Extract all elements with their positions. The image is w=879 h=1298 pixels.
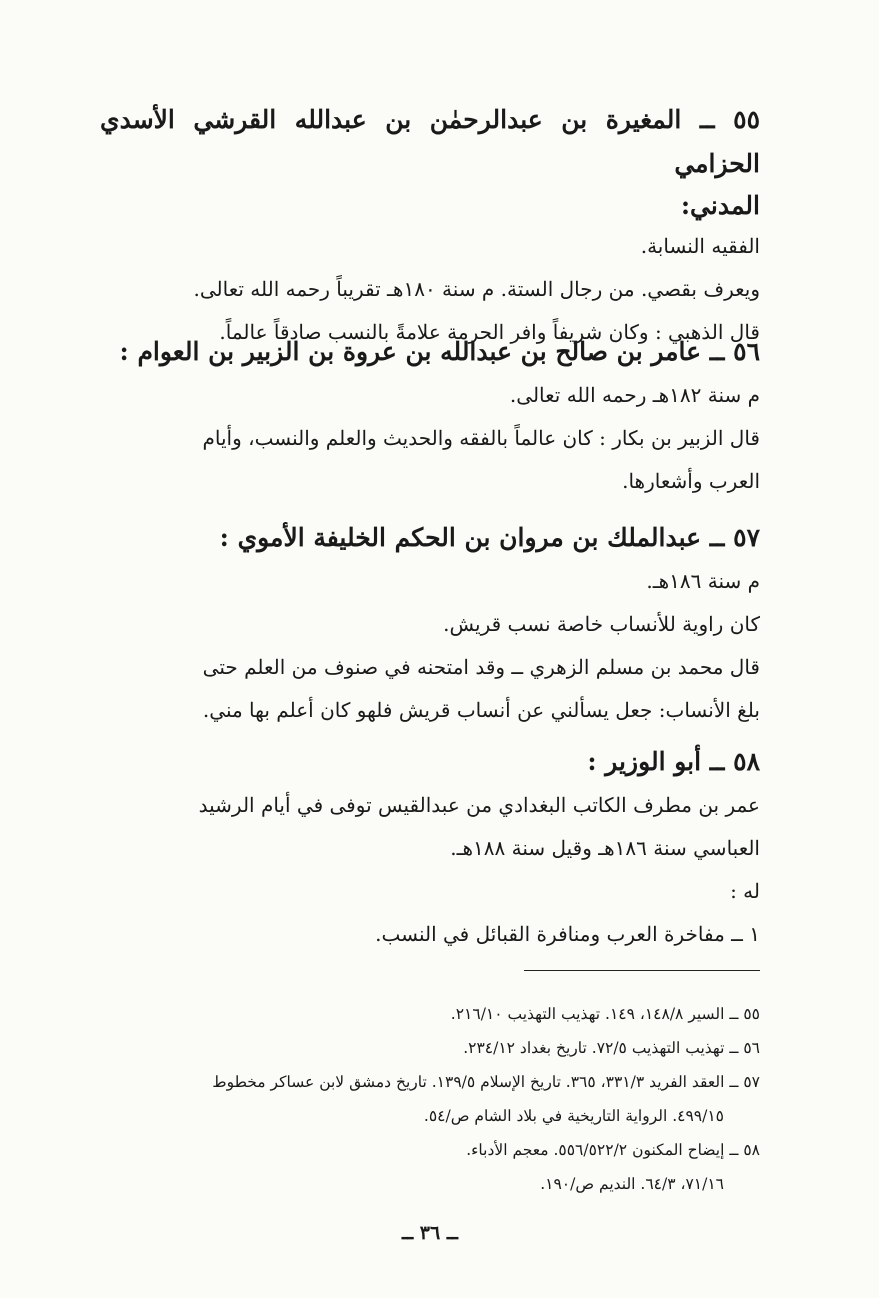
entry-title-line: ٥٥ ــ المغيرة بن عبدالرحمٰن بن عبدالله القرشي الأسدي الحزامي [100,105,760,178]
entry-text-line: العباسي سنة ١٨٦هـ وقيل سنة ١٨٨هـ. [450,836,760,860]
footnote-continuation: ٧١/١٦، ٦٤/٣. النديم ص/١٩٠. [540,1175,724,1193]
entry-58 [100,740,760,956]
footnote: ٥٥ ــ السير ١٤٨/٨، ١٤٩. تهذيب التهذيب ٢١٦/١٠. [450,1005,760,1023]
entry-text-line: بلغ الأنساب: جعل يسألني عن أنساب قريش فلهو كان أعلم بها مني. [202,698,760,722]
footnote-continuation: ٤٩٩/١٥. الرواية التاريخية في بلاد الشام ص/٥٤. [423,1107,724,1125]
entry-text-line: ويعرف بقصي. من رجال الستة. م سنة ١٨٠هـ تقريباً رحمه الله تعالى. [193,277,760,301]
entry-55 [100,98,760,354]
entry-text-line: م سنة ١٨٦هـ. [646,569,760,593]
footnote: ٥٨ ــ إيضاح المكنون ٥٥٦/٥٢٢/٢. معجم الأدباء. [466,1141,760,1159]
entry-title-line: المدني: [680,191,760,220]
book-page [100,0,760,1298]
entry-text-line: قال الذهبي : وكان شريفاً وافر الحرمة علامةً بالنسب صادقاً عالماً. [219,320,760,344]
entry-text-line: قال محمد بن مسلم الزهري ــ وقد امتحنه في صنوف من العلم حتى [202,655,760,679]
entry-56 [100,330,760,503]
entry-text-line: عمر بن مطرف الكاتب البغدادي من عبدالقيس توفى في أيام الرشيد [198,793,760,817]
page-number: ــ ٣٦ ــ [402,1222,458,1244]
entry-title-line: ٥٦ ــ عامر بن صالح بن عبدالله بن عروة بن الزبير بن العوام : [119,337,760,366]
footnote-separator [524,970,760,971]
entry-text-line: كان راوية للأنساب خاصة نسب قريش. [443,612,760,636]
entry-text-line: ١ ــ مفاخرة العرب ومنافرة القبائل في النسب. [375,922,760,946]
entry-text-line: الفقيه النسابة. [640,234,760,258]
entry-text-line: قال الزبير بن بكار : كان عالماً بالفقه والحديث والعلم والنسب، وأيام [202,426,760,450]
entry-title-line: ٥٧ ــ عبدالملك بن مروان بن الحكم الخليفة الأموي : [219,523,760,552]
entry-text-line: العرب وأشعارها. [622,469,760,493]
entry-title-line: ٥٨ ــ أبو الوزير : [587,747,760,776]
entry-text-line: م سنة ١٨٢هـ رحمه الله تعالى. [509,383,760,407]
footnotes [100,997,760,1201]
entry-text-line: له : [730,879,760,903]
footnote: ٥٧ ــ العقد الفريد ٣٣١/٣، ٣٦٥. تاريخ الإسلام ١٣٩/٥. تاريخ دمشق لابن عساكر مخطوط [212,1073,760,1091]
footnote: ٥٦ ــ تهذيب التهذيب ٧٢/٥. تاريخ بغداد ٢٣٤/١٢. [463,1039,760,1057]
entry-57 [100,516,760,732]
